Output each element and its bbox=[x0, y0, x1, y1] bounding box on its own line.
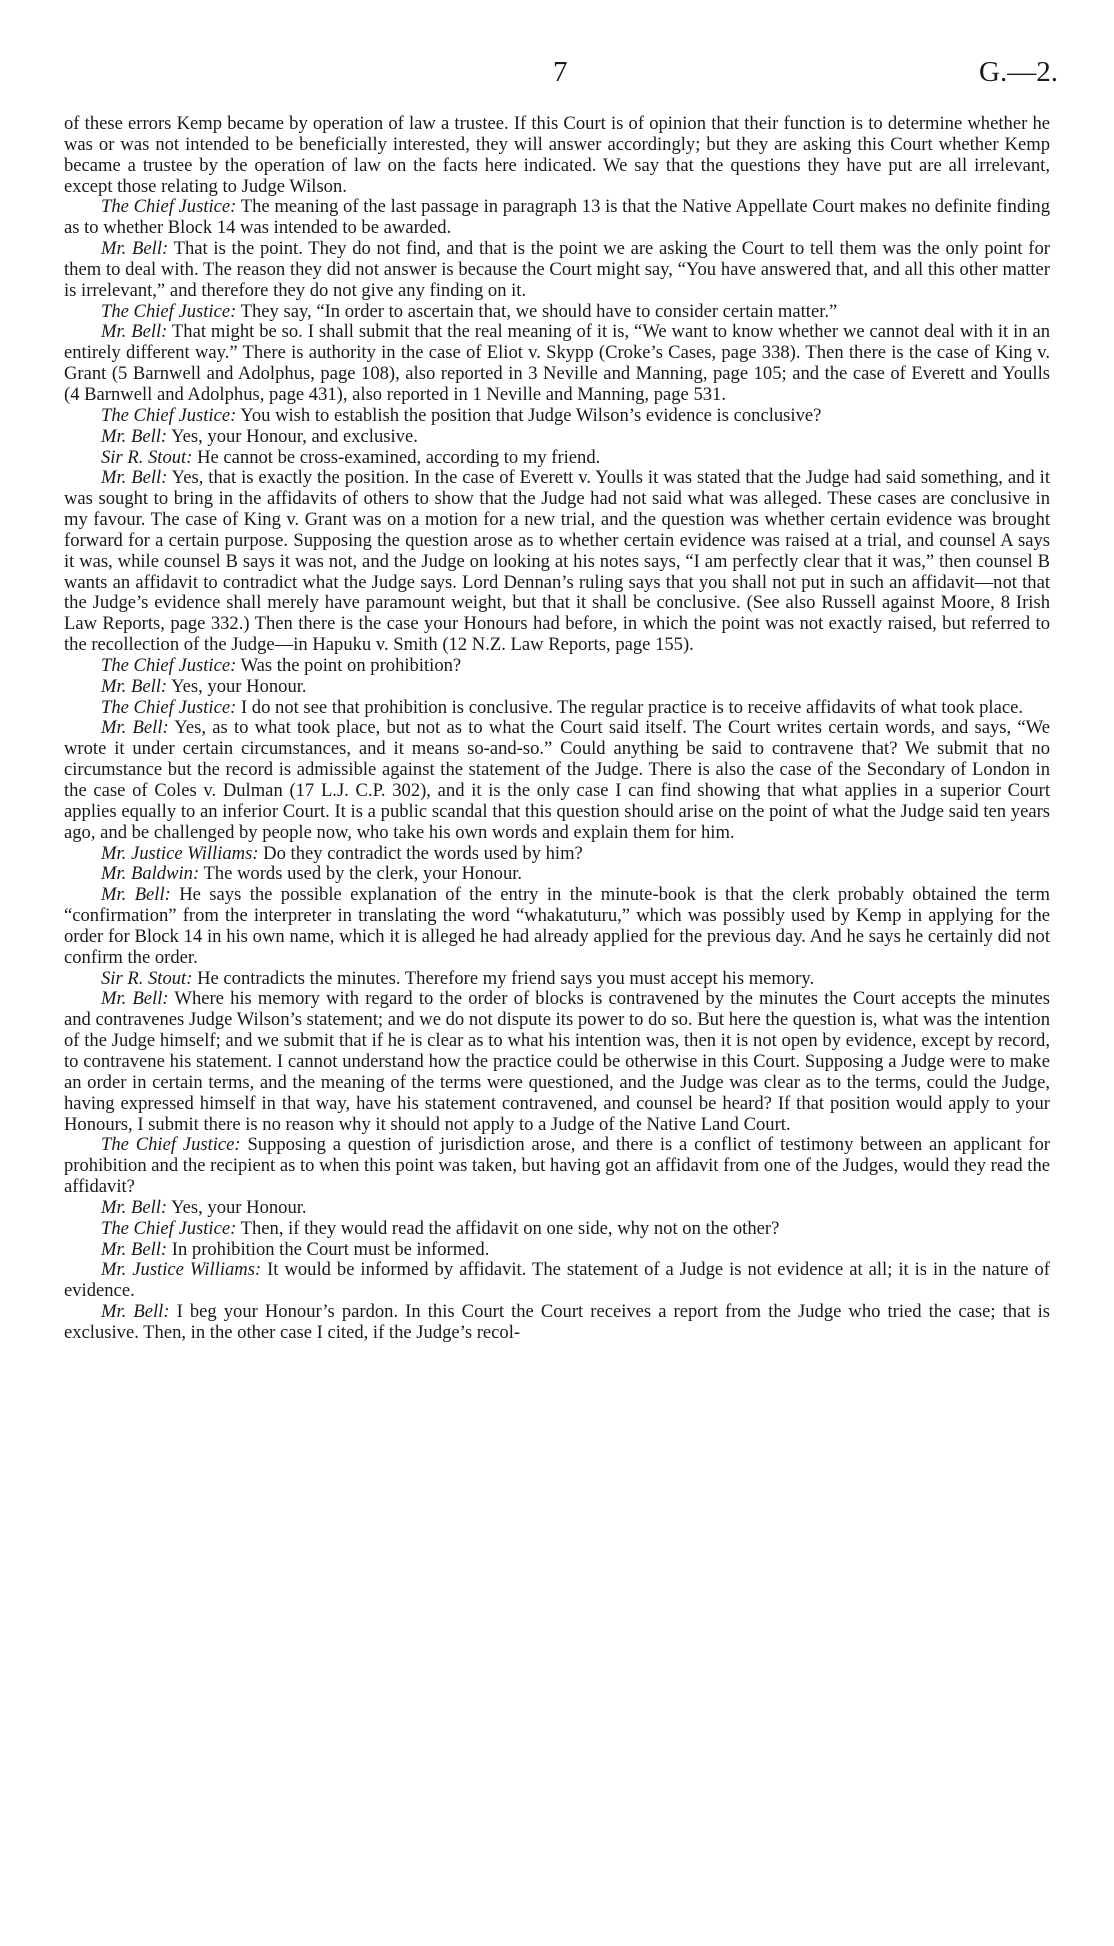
page-header bbox=[0, 56, 1114, 96]
paragraph bbox=[64, 114, 1050, 197]
paragraph-text: Was the point on prohibition? bbox=[236, 654, 462, 676]
paragraph-text: That is the point. They do not find, and that is the point we are asking the Court to tell them was the only point for them to deal with. The reason they did not answer is because the Court might say, “You have answered that, and all this other matter is irrelevant,” and therefore they do not give any finding on it. bbox=[64, 238, 1050, 301]
speaker-label: Mr. Bell: bbox=[101, 425, 168, 447]
paragraph bbox=[64, 969, 1050, 990]
speaker-label: Mr. Bell: bbox=[101, 467, 168, 489]
paragraph bbox=[64, 302, 1050, 323]
paragraph bbox=[64, 1135, 1050, 1198]
paragraph bbox=[64, 427, 1050, 448]
paragraph bbox=[64, 885, 1050, 968]
paragraph bbox=[64, 239, 1050, 302]
paragraph bbox=[64, 844, 1050, 865]
speaker-label: Mr. Bell: bbox=[101, 238, 169, 260]
paragraph-text: It would be informed by affidavit. The statement of a Judge is not evidence at all; it is in the nature of evidence. bbox=[64, 1259, 1051, 1302]
speaker-label: Mr. Bell: bbox=[101, 675, 168, 697]
speaker-label: Mr. Baldwin: bbox=[101, 863, 200, 885]
paragraph bbox=[64, 468, 1050, 656]
paragraph bbox=[64, 989, 1050, 1135]
speaker-label: The Chief Justice: bbox=[101, 696, 237, 718]
paragraph bbox=[64, 448, 1050, 469]
paragraph bbox=[64, 864, 1050, 885]
paragraph-text: That might be so. I shall submit that the real meaning of it is, “We want to know whether we cannot deal with it in an entirely different way.” There is authority in the case of Eliot v. Skypp (Croke’s Cases, page 338). Then there is the case of King v. Grant (5 Barnwell and Adolphus, page 108), also reported in 3 Neville and Manning, page 105; and the case of Everett and Youlls (4 Barnwell and Adolphus, page 431), also reported in 1 Neville and Manning, page 531. bbox=[64, 321, 1050, 405]
page-number: 7 bbox=[553, 56, 568, 88]
speaker-label: The Chief Justice: bbox=[101, 404, 237, 426]
paragraph-text: Then, if they would read the affidavit on one side, why not on the other? bbox=[236, 1217, 780, 1239]
paragraph bbox=[64, 677, 1050, 698]
paragraph bbox=[64, 1198, 1050, 1219]
paragraph bbox=[64, 406, 1050, 427]
speaker-label: The Chief Justice: bbox=[101, 654, 237, 676]
paragraph-text: Do they contradict the words used by him? bbox=[258, 842, 583, 864]
speaker-label: Mr. Bell: bbox=[101, 884, 171, 906]
speaker-label: Sir R. Stout: bbox=[101, 967, 193, 989]
speaker-label: Mr. Justice Williams: bbox=[101, 842, 259, 864]
paragraph-text: Where his memory with regard to the order of blocks is contravened by the minutes the Court accepts the minutes and contravenes Judge Wilson’s statement; and we do not dispute its power to do so. But here the question is, what was the intention of the Judge himself; and we submit that if he is clear as to what his intention was, then it is not open by evidence, except by record, to contravene his statement. I cannot understand how the practice could be otherwise in this Court. Supposing a Judge were to make an order in certain terms, and the meaning of the terms were questioned, and the Judge was clear as to the terms, could the Judge, having expressed himself in that way, have his statement contravened, and counsel be heard? If that position would apply to your Honours, I submit there is no reason why it should not apply to a Judge of the Native Land Court. bbox=[64, 988, 1050, 1135]
speaker-label: Mr. Bell: bbox=[101, 321, 168, 343]
paragraph-text: They say, “In order to ascertain that, we should have to consider certain matter.” bbox=[236, 300, 838, 322]
paragraph-text: He contradicts the minutes. Therefore my friend says you must accept his memory. bbox=[192, 967, 815, 989]
paragraph bbox=[64, 1240, 1050, 1261]
paragraph bbox=[64, 656, 1050, 677]
paragraph-text: Yes, your Honour. bbox=[167, 675, 307, 697]
paragraph-text: The words used by the clerk, your Honour. bbox=[199, 863, 523, 885]
speaker-label: The Chief Justice: bbox=[101, 1134, 241, 1156]
paragraph-text: Yes, your Honour, and exclusive. bbox=[167, 425, 418, 447]
paragraph bbox=[64, 322, 1050, 405]
speaker-label: The Chief Justice: bbox=[101, 300, 237, 322]
paragraph bbox=[64, 1219, 1050, 1240]
paragraph-text: of these errors Kemp became by operation of law a trustee. If this Court is of opinion that their function is to determine whether he was or was not intended to be beneficially interested, they will answer accordingly; but they are asking this Court whether Kemp became a trustee by the operation of law on the facts here indicated. We say that the questions they have put are all irrelevant, except those relating to Judge Wilson. bbox=[64, 113, 1050, 197]
speaker-label: Mr. Bell: bbox=[101, 988, 169, 1010]
paragraph bbox=[64, 197, 1050, 239]
speaker-label: Sir R. Stout: bbox=[101, 446, 193, 468]
transcript-body bbox=[64, 114, 1050, 1344]
paragraph-text: I beg your Honour’s pardon. In this Court the Court receives a report from the Judge who tried the case; that is exclusive. Then, in the other case I cited, if the Judge’s recol- bbox=[64, 1301, 1050, 1343]
paragraph-text: In prohibition the Court must be informed. bbox=[167, 1238, 490, 1260]
paragraph bbox=[64, 718, 1050, 843]
speaker-label: The Chief Justice: bbox=[101, 1217, 237, 1239]
paragraph-text: You wish to establish the position that Judge Wilson’s evidence is conclusive? bbox=[236, 404, 822, 426]
paragraph bbox=[64, 698, 1050, 719]
paragraph-text: The meaning of the last passage in paragraph 13 is that the Native Appellate Court makes no definite finding as to whether Block 14 was intended to be awarded. bbox=[64, 196, 1050, 239]
speaker-label: Mr. Bell: bbox=[101, 1301, 170, 1323]
paragraph-text: He cannot be cross-examined, according to my friend. bbox=[192, 446, 601, 468]
paragraph-text: Yes, that is exactly the position. In the case of Everett v. Youlls it was stated that the Judge had said something, and it was sought to bring in the affidavits of others to show that the Judge had not said what was alleged. These cases are conclusive in my favour. The case of King v. Grant was on a motion for a new trial, and the question was whether certain evidence was brought forward for a certain purpose. Supposing the question arose as to whether certain evidence was raised at a trial, and counsel A says it was, while counsel B says it was not, and the Judge on looking at his notes says, “I am perfectly clear that it was,” then counsel B wants an affidavit to contradict what the Judge says. Lord Dennan’s ruling says that you shall not put in such an affidavit—not that the Judge’s evidence shall merely have paramount weight, but that it shall be conclusive. (See also Russell against Moore, 8 Irish Law Reports, page 332.) Then there is the case your Honours had before, in which the point was not exactly raised, but referred to the recollection of the Judge—in Hapuku v. Smith (12 N.Z. Law Reports, page 155). bbox=[64, 467, 1050, 656]
paragraph-text: I do not see that prohibition is conclusive. The regular practice is to receive affidavits of what took place. bbox=[236, 696, 1024, 718]
paragraph-text: Yes, your Honour. bbox=[167, 1196, 307, 1218]
speaker-label: Mr. Bell: bbox=[101, 1238, 168, 1260]
paragraph bbox=[64, 1302, 1050, 1344]
paragraph-text: He says the possible explanation of the entry in the minute-book is that the clerk probably obtained the term “confirmation” from the interpreter in translating the word “whakatuturu,” which was possibly used by Kemp in applying for the order for Block 14 in his own name, which it is alleged he had already applied for the previous day. And he says he certainly did not confirm the order. bbox=[64, 884, 1050, 968]
document-reference: G.—2. bbox=[979, 56, 1058, 88]
speaker-label: The Chief Justice: bbox=[101, 196, 237, 218]
paragraph bbox=[64, 1260, 1050, 1302]
speaker-label: Mr. Bell: bbox=[101, 717, 169, 739]
paragraph-text: Supposing a question of jurisdiction arose, and there is a conflict of testimony between an applicant for prohibition and the recipient as to when this point was taken, but having got an affidavit from one of the Judges, would they read the affidavit? bbox=[64, 1134, 1050, 1198]
speaker-label: Mr. Bell: bbox=[101, 1196, 168, 1218]
paragraph-text: Yes, as to what took place, but not as to what the Court said itself. The Court writes certain words, and says, “We wrote it under certain circumstances, and it means so-and-so.” Could anything be said to contravene that? We submit that no circumstance but the record is admissible against the statement of the Judge. There is also the case of the Secondary of London in the case of Coles v. Dulman (17 L.J. C.P. 302), and it is the only case I can find showing that what applies in a superior Court applies equally to an inferior Court. It is a public scandal that this question should arise on the point of what the Judge said ten years ago, and be challenged by people now, who take his own words and explain them for him. bbox=[64, 717, 1050, 843]
speaker-label: Mr. Justice Williams: bbox=[101, 1259, 262, 1281]
